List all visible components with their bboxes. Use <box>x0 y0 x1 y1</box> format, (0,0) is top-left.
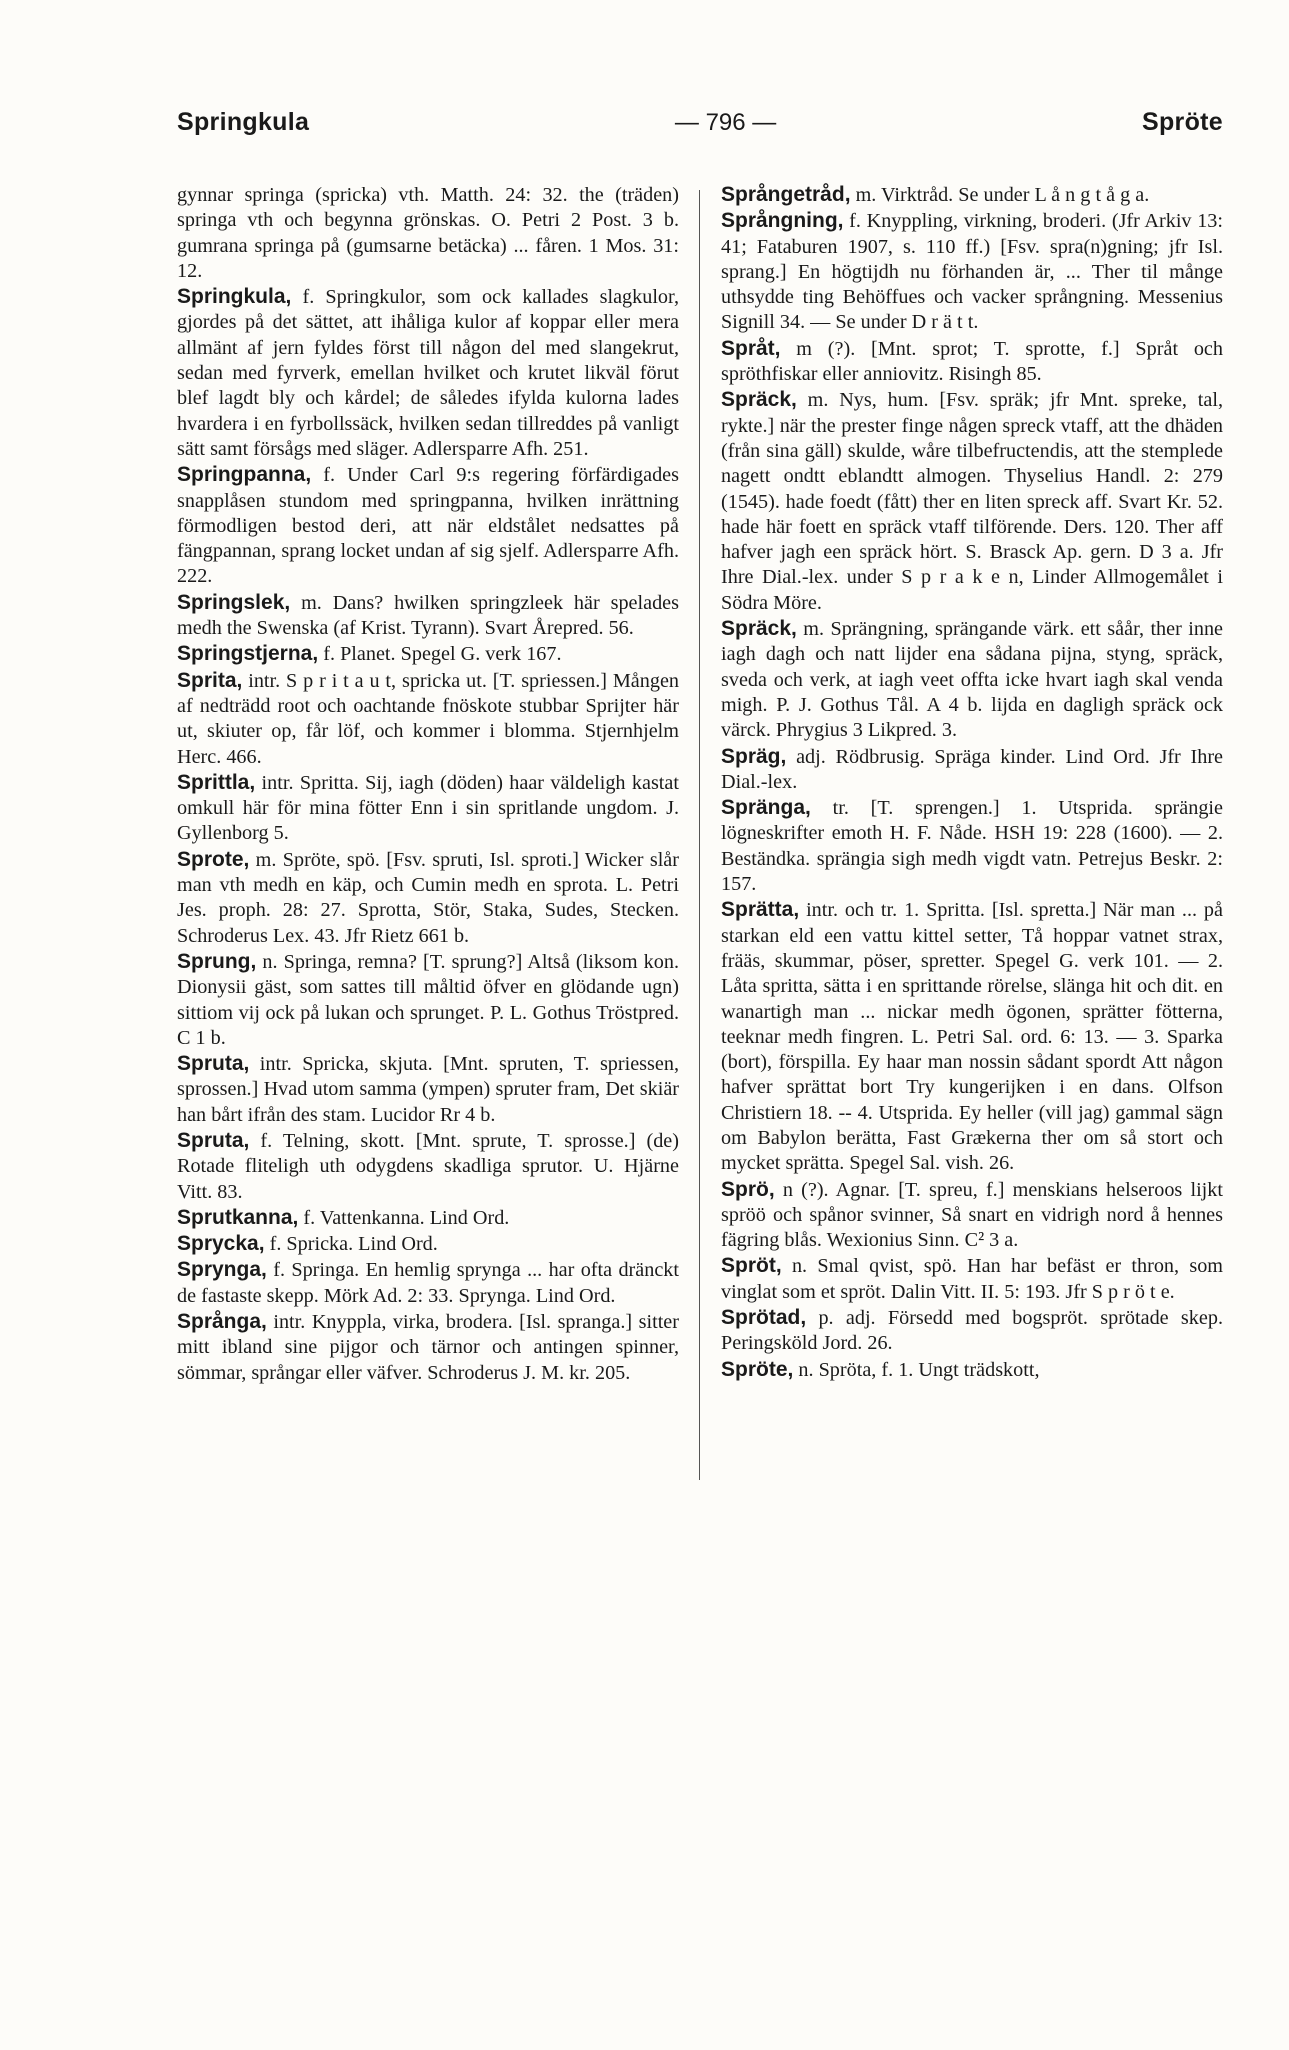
entry-lemma: Sprittla, <box>177 770 256 794</box>
dictionary-entry <box>721 336 1223 388</box>
entry-text: gynnar springa (spricka) vth. Matth. 24: 32. the (träden) springa vth och begynna grönskas. O. Petri 2 Post. 3 b. gumrana springa på (gumsarne betäcka) ... fåren. 1 Mos. 31: 12. <box>177 184 679 282</box>
right-running-headword: Spröte <box>1142 108 1223 136</box>
dictionary-entry <box>721 1357 1223 1383</box>
dictionary-entry <box>721 387 1223 616</box>
dictionary-entry <box>177 770 679 847</box>
left-running-headword: Springkula <box>177 108 310 136</box>
entry-text: intr. S p r i t a u t, spricka ut. [T. spriessen.] Mången af nedträdd root och oachtande fnöskote stubbar Sprijter här ut, skiuter op, får löf, och kommer i blomma. Stjernhjelm Herc. 466. <box>177 669 679 768</box>
dictionary-entry <box>177 1309 679 1386</box>
right-column <box>721 182 1223 1386</box>
entry-lemma: Språngetråd, <box>721 183 851 206</box>
entry-lemma: Sprötad, <box>721 1306 807 1330</box>
dictionary-entry <box>721 744 1223 796</box>
dictionary-entry <box>177 949 679 1051</box>
entry-lemma: Spräck, <box>721 617 797 641</box>
entry-lemma: Spränga, <box>721 796 811 820</box>
entry-lemma: Sprita, <box>177 668 243 692</box>
entry-text: intr. Knyppla, virka, brodera. [Isl. spranga.] sitter mitt ibland sine pijgor och tärnor och antingen spinner, sömmar, språngar eller väfver. Schroderus J. M. kr. 205. <box>177 1311 679 1384</box>
entry-text: f. Planet. Spegel G. verk 167. <box>318 643 562 666</box>
dictionary-entry <box>177 641 679 667</box>
dictionary-entry <box>721 1177 1223 1254</box>
entry-text: n (?). Agnar. [T. spreu, f.] menskians helseroos lijkt spröö och spånor svinner, Så snart en vidrigh nord å hennes fägring blås. Wexionius Sinn. C² 3 a. <box>721 1178 1223 1252</box>
dictionary-entry <box>721 182 1223 208</box>
entry-lemma: Spräck, <box>721 388 797 412</box>
dictionary-entry <box>177 1128 679 1205</box>
dictionary-entry <box>177 284 679 462</box>
running-header <box>177 108 1223 164</box>
entry-text: f. Telning, skott. [Mnt. sprute, T. sprosse.] (de) Rotade fliteligh uth odygdens skadliga sprutor. U. Hjärne Vitt. 83. <box>177 1129 679 1203</box>
entry-lemma: Springkula, <box>177 285 292 309</box>
entry-text: intr. och tr. 1. Spritta. [Isl. spretta.] När man ... på starkan eld een vattu kittel setter, Tå hoppar vatnet strax, frääs, skummar, pöser, spretter. Spegel G. verk 101. — 2. Låta spritta, sätta i en sprittande rörelse, slänga hit och dit. en wanartigh man ... nickar medh ögonen, sprätter fötterna, teeknar medh fingren. L. Petri Sal. ord. 6: 13. — 3. Sparka (bort), förspilla. Ey haar man nossin sådant spordt Att någon hafver sprättat bort Try kungerijken i en dans. Olfson Christiern 18. -- 4. Utsprida. Ey heller (vill jag) gammal sägn om Babylon berätta, Fast Grækerna ther om så stort och mycket sprätta. Spegel Sal. vish. 26. <box>721 899 1223 1175</box>
entry-lemma: Springstjerna, <box>177 642 319 666</box>
entry-text: n. Smal qvist, spö. Han har befäst er thron, som vinglat som et spröt. Dalin Vitt. II. 5: 193. Jfr S p r ö t e. <box>721 1255 1223 1303</box>
entry-text: n. Spröta, f. 1. Ungt trädskott, <box>793 1358 1040 1381</box>
entry-lemma: Spröte, <box>721 1357 794 1381</box>
dictionary-entry <box>721 616 1223 743</box>
entry-lemma: Språnga, <box>177 1310 267 1334</box>
page-number: — 796 — <box>674 109 777 136</box>
entry-text: m. Virktråd. Se under L å n g t å g a. <box>850 184 1150 206</box>
dictionary-entry <box>721 208 1223 335</box>
entry-text: p. adj. Försedd med bogspröt. sprötade skep. Peringsköld Jord. 26. <box>721 1307 1223 1355</box>
dictionary-entry <box>721 1253 1223 1305</box>
columns <box>177 182 1223 1386</box>
entry-text: m. Nys, hum. [Fsv. spräk; jfr Mnt. spreke, tal, rykte.] när the prester finge någen spreck vtaff, att the dhäden (från sina gäll) skulde, wåre tilbefructendis, att the stemplede nagett ondtt eblandtt almogen. Thyselius Handl. 2: 279 (1545). hade foedt (fått) ther en liten spreck aff. Svart Kr. 52. hade här foett en spräck vtaff tilförende. Ders. 120. Ther aff hafver jagh een spräck hört. S. Brasck Ap. gern. D 3 a. Jfr Ihre Dial.-lex. under S p r a k e n, Linder Allmogemålet i Södra Möre. <box>721 389 1223 614</box>
entry-text: tr. [T. sprengen.] 1. Utsprida. sprängie lögneskrifter emoth H. F. Nåde. HSH 19: 228 (1600). — 2. Beständka. sprängia sigh medh vigdt vatn. Petrejus Beskr. 2: 157. <box>721 797 1223 896</box>
entry-lemma: Sprote, <box>177 847 250 871</box>
entry-text: adj. Rödbrusig. Spräga kinder. Lind Ord. Jfr Ihre Dial.-lex. <box>721 745 1223 793</box>
dictionary-entry <box>177 590 679 642</box>
column-divider <box>699 190 700 1480</box>
entry-text: f. Vattenkanna. Lind Ord. <box>298 1206 510 1229</box>
entry-text: intr. Spritta. Sij, iagh (döden) haar väldeligh kastat omkull här för mina fötter Enn i sin spritlande ungdom. J. Gyllenborg 5. <box>177 771 679 845</box>
dictionary-entry <box>177 847 679 949</box>
dictionary-entry <box>177 1205 679 1231</box>
dictionary-entry <box>177 1231 679 1257</box>
entry-text: m. Dans? hwilken springzleek här spelades medh the Swenska (af Krist. Tyrann). Svart Årepred. 56. <box>177 591 679 640</box>
entry-text: m. Spröte, spö. [Fsv. spruti, Isl. sproti.] Wicker slår man vth medh en käp, och Cumin medh en sprota. L. Petri Jes. proph. 28: 27. Sprotta, Stör, Staka, Sudes, Stecken. Schroderus Lex. 43. Jfr Rietz 661 b. <box>177 848 679 947</box>
entry-lemma: Sprycka, <box>177 1232 265 1256</box>
entry-text: intr. Spricka, skjuta. [Mnt. spruten, T. spriessen, sprossen.] Hvad utom samma (ympen) spruter fram, Det skiär han bårt ifrån des stam. Lucidor Rr 4 b. <box>177 1053 679 1126</box>
dictionary-entry <box>721 1305 1223 1357</box>
entry-text: n. Springa, remna? [T. sprung?] Altså (liksom kon. Dionysii gäst, som sattes till måltid öfver en glödande ugn) sittiom vij ock på lukan och sprunget. P. L. Gothus Tröstpred. C 1 b. <box>177 950 679 1049</box>
entry-lemma: Sprutkanna, <box>177 1205 299 1229</box>
left-column <box>177 182 679 1386</box>
entry-lemma: Språt, <box>721 336 781 360</box>
entry-lemma: Spröt, <box>721 1254 782 1278</box>
entry-lemma: Sprynga, <box>177 1258 267 1282</box>
dictionary-entry <box>177 182 679 284</box>
entry-text: f. Spricka. Lind Ord. <box>264 1233 438 1256</box>
entry-lemma: Springpanna, <box>177 463 312 487</box>
entry-text: f. Knyppling, virkning, broderi. (Jfr Arkiv 13: 41; Fataburen 1907, s. 110 ff.) [Fsv. spra(n)gning; jfr Isl. sprang.] En högtijdh nu förhanden är, ... Ther til månge uthsydde ting Behöffues och vacker språngning. Messenius Signill 34. — Se under D r ä t t. <box>721 210 1223 334</box>
entry-lemma: Spruta, <box>177 1052 250 1076</box>
entry-lemma: Springslek, <box>177 590 291 614</box>
entry-lemma: Spruta, <box>177 1128 250 1152</box>
entry-text: f. Springa. En hemlig sprynga ... har ofta dränckt de fastaste skepp. Mörk Ad. 2: 33. Sprynga. Lind Ord. <box>177 1259 679 1307</box>
dictionary-entry <box>721 897 1223 1176</box>
entry-lemma: Spräg, <box>721 744 787 768</box>
entry-lemma: Sprung, <box>177 949 257 973</box>
entry-lemma: Sprö, <box>721 1177 775 1201</box>
entry-lemma: Sprätta, <box>721 898 800 922</box>
entry-text: m. Sprängning, sprängande värk. ett såår, ther inne iagh dagh och natt lijder ena sådana pijna, styng, spräck, sveda och verk, at iagh veet offta icke hvart iagh skal venda migh. P. J. Gothus Tål. A 4 b. lijda en dagligh spräck ock värck. Phrygius 3 Likpred. 3. <box>721 618 1223 742</box>
dictionary-entry <box>177 1051 679 1128</box>
entry-lemma: Språngning, <box>721 209 844 233</box>
entry-text: f. Springkulor, som ock kallades slagkulor, gjordes på det sättet, att ihåliga kulor af koppar eller mera allmänt af jern fyldes först till någon del med slangekrut, sedan med fyrverk, emellan hvilket och krutet likväl förut blef lagdt bly och kårdel; de således ifylda kulorna lades hvardera i en fyrbollssäck, hvilken sedan tillreddes på vanligt sätt samt försågs med släger. Adlersparre Afh. 251. <box>177 286 679 460</box>
dictionary-entry <box>177 668 679 770</box>
dictionary-entry <box>177 462 679 589</box>
entry-text: m (?). [Mnt. sprot; T. sprotte, f.] Språt och spröthfiskar eller anniovitz. Risingh 85. <box>721 337 1223 386</box>
dictionary-entry <box>177 1257 679 1309</box>
entry-text: f. Under Carl 9:s regering förfärdigades snapplåsen stundom med springpanna, hvilken inrättning förmodligen bestod deri, att när eldstålet nedsattes på fängpannan, sprang locket undan af sig sjelf. Adlersparre Afh. 222. <box>177 464 679 588</box>
dictionary-entry <box>721 795 1223 897</box>
